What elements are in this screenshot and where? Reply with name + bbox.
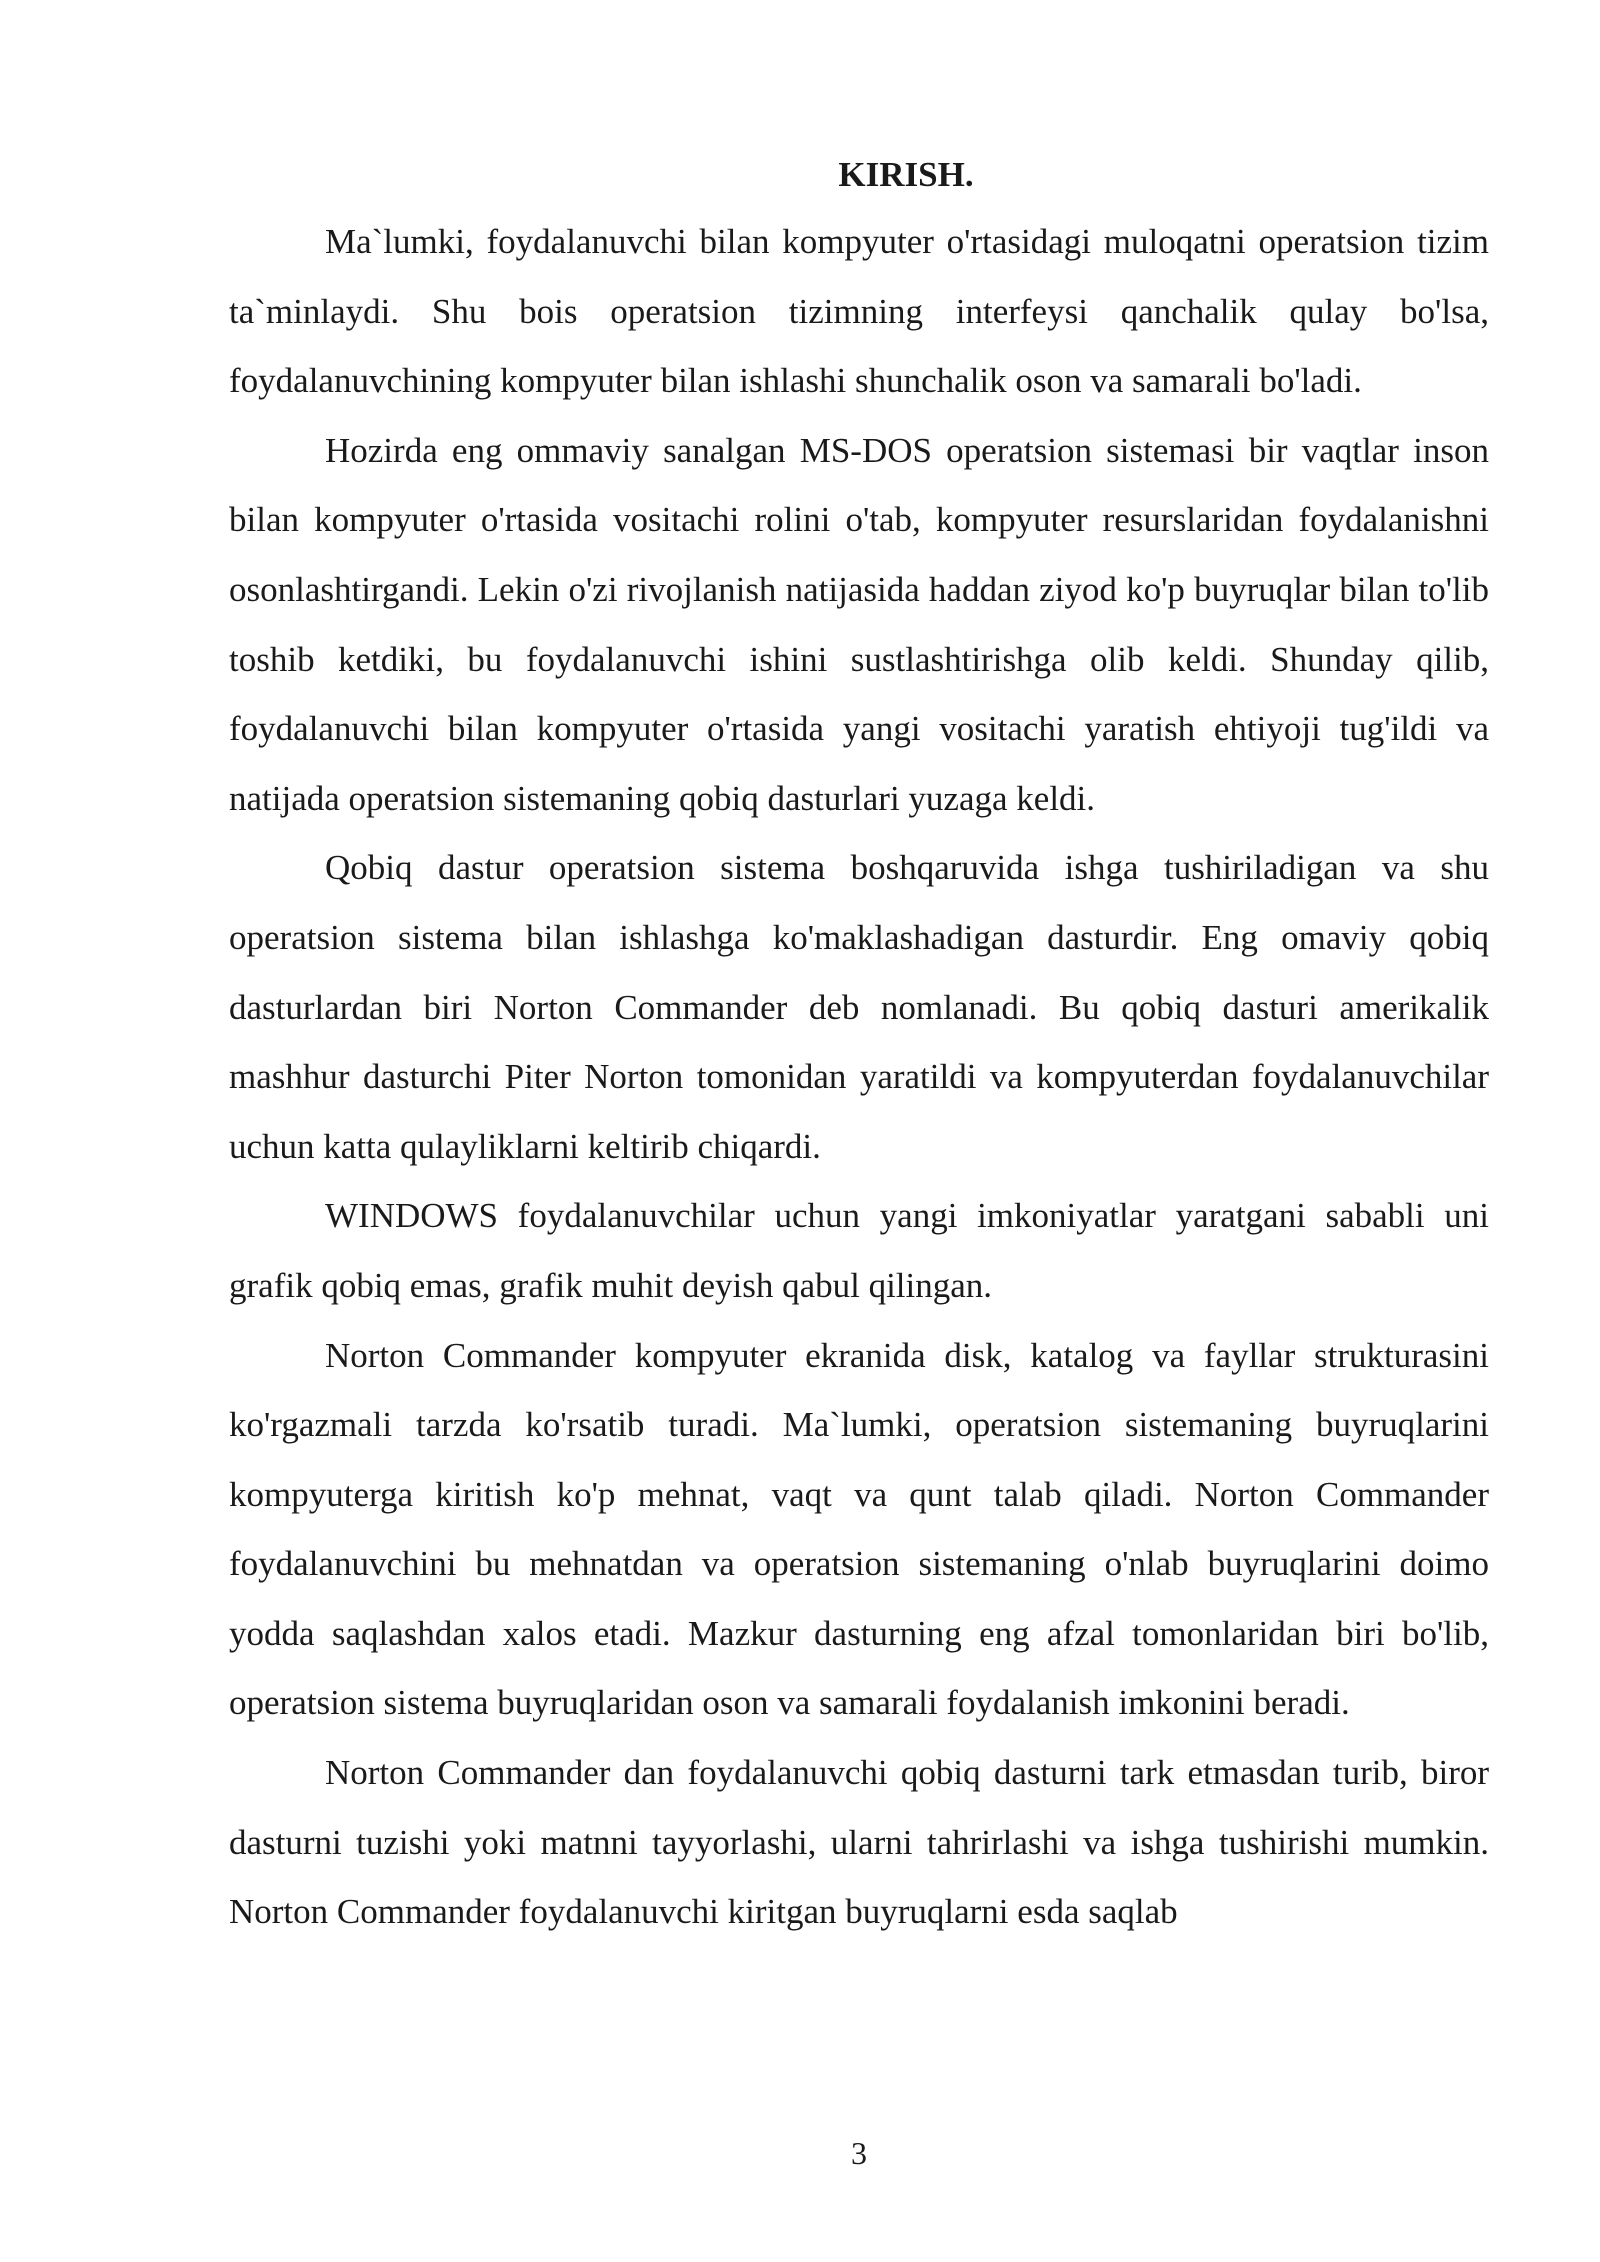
section-title: KIRISH. — [838, 155, 974, 194]
page-number: 3 — [851, 2135, 867, 2171]
paragraph-2: Hozirda eng ommaviy sanalgan MS-DOS operatsion sistemasi bir vaqtlar inson bilan kompyuter o'rtasida vositachi rolini o'tab, kompyuter resurslaridan foydalanishni osonlashtirgandi. Lekin o'zi rivojlanish natijasida haddan ziyod ko'p buyruqlar bilan to'lib toshib ketdiki, bu foydalanuvchi ishini sustlashtirishga olib keldi. Shunday qilib, foydalanuvchi bilan kompyuter o'rtasida yangi vositachi yaratish ehtiyoji tug'ildi va natijada operatsion sistemaning qobiq dasturlari yuzaga keldi. — [229, 430, 1489, 818]
paragraph-5: Norton Commander kompyuter ekranida disk, katalog va fayllar strukturasini ko'rgazmali tarzda ko'rsatib turadi. Ma`lumki, operatsion sistemaning buyruqlarini kompyuterga kiritish ko'p mehnat, vaqt va qunt talab qiladi. Norton Commander foydalanuvchini bu mehnatdan va operatsion sistemaning o'nlab buyruqlarini doimo yodda saqlashdan xalos etadi. Mazkur dasturning eng afzal tomonlaridan biri bo'lib, operatsion sistema buyruqlaridan oson va samarali foydalanish imkonini beradi. — [229, 1335, 1489, 1723]
paragraph-6: Norton Commander dan foydalanuvchi qobiq dasturni tark etmasdan turib, biror dasturni tuzishi yoki matnni tayyorlashi, ularni tahrirlashi va ishga tushirishi mumkin. Norton Commander foydalanuvchi kiritgan buyruqlarni esda saqlab — [229, 1753, 1489, 1932]
paragraph-1: Ma`lumki, foydalanuvchi bilan kompyuter o'rtasidagi muloqatni operatsion tizim ta`minlaydi. Shu bois operatsion tizimning interfeysi qanchalik qulay bo'lsa, foydalanuvchining kompyuter bilan ishlashi shunchalik oson va samarali bo'ladi. — [229, 222, 1489, 401]
paragraph-4: WINDOWS foydalanuvchilar uchun yangi imkoniyatlar yaratgani sababli uni grafik qobiq emas, grafik muhit deyish qabul qilingan. — [229, 1196, 1489, 1305]
body-text — [229, 207, 1489, 1947]
paragraph-3: Qobiq dastur operatsion sistema boshqaruvida ishga tushiriladigan va shu operatsion sistema bilan ishlashga ko'maklashadigan dasturdir. Eng omaviy qobiq dasturlardan biri Norton Commander deb nomlanadi. Bu qobiq dasturi amerikalik mashhur dasturchi Piter Norton tomonidan yaratildi va kompyuterdan foydalanuvchilar uchun katta qulayliklarni keltirib chiqardi. — [229, 848, 1489, 1166]
